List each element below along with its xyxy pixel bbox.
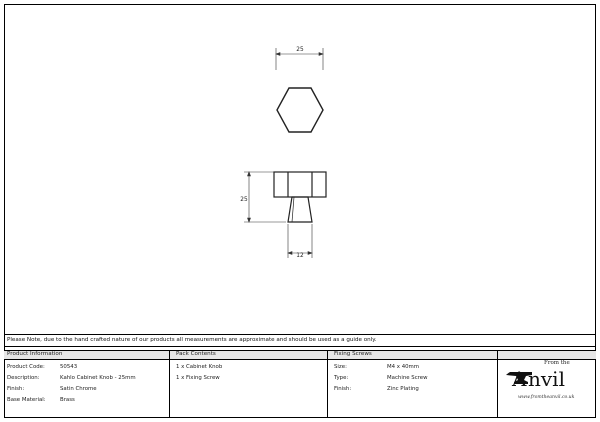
description-value: Kahlo Cabinet Knob - 25mm	[60, 375, 136, 381]
base-material-label: Base Material:	[7, 397, 46, 403]
pack-contents-header: Pack Contents	[176, 351, 216, 357]
screw-finish-value: Zinc Plating	[387, 386, 419, 392]
finish-value: Satin Chrome	[60, 386, 97, 392]
description-label: Description:	[7, 375, 40, 381]
top-width-label: 25	[296, 47, 304, 53]
side-height-label: 25	[240, 197, 248, 203]
column-divider	[327, 350, 328, 418]
svg-text:From the: From the	[544, 360, 570, 366]
screw-size-label: Size:	[334, 364, 347, 370]
column-divider	[169, 350, 170, 418]
knob-side-view	[274, 172, 326, 222]
product-code-value: 50543	[60, 364, 78, 370]
pack-item: 1 x Cabinet Knob	[176, 364, 223, 370]
svg-text:A: A	[512, 367, 527, 391]
hexagon-top-view	[277, 88, 323, 132]
screw-type-value: Machine Screw	[387, 375, 428, 381]
from-the-anvil-logo	[498, 352, 594, 416]
fixing-screws-header: Fixing Screws	[334, 351, 372, 357]
product-code-label: Product Code:	[7, 364, 45, 370]
svg-text:www.fromtheanvil.co.uk: www.fromtheanvil.co.uk	[518, 395, 575, 400]
product-information-header: Product Information	[7, 351, 63, 357]
screw-finish-label: Finish:	[334, 386, 352, 392]
screw-type-label: Type:	[334, 375, 349, 381]
disclaimer-note: Please Note, due to the hand crafted nature of our products all measurements are approximate and should be used as a guide only.	[4, 334, 596, 347]
pack-item: 1 x Fixing Screw	[176, 375, 220, 381]
base-width-label: 12	[296, 253, 304, 259]
screw-size-value: M4 x 40mm	[387, 364, 420, 370]
finish-label: Finish:	[7, 386, 25, 392]
svg-text:nvil: nvil	[528, 367, 565, 391]
base-material-value: Brass	[60, 397, 75, 403]
